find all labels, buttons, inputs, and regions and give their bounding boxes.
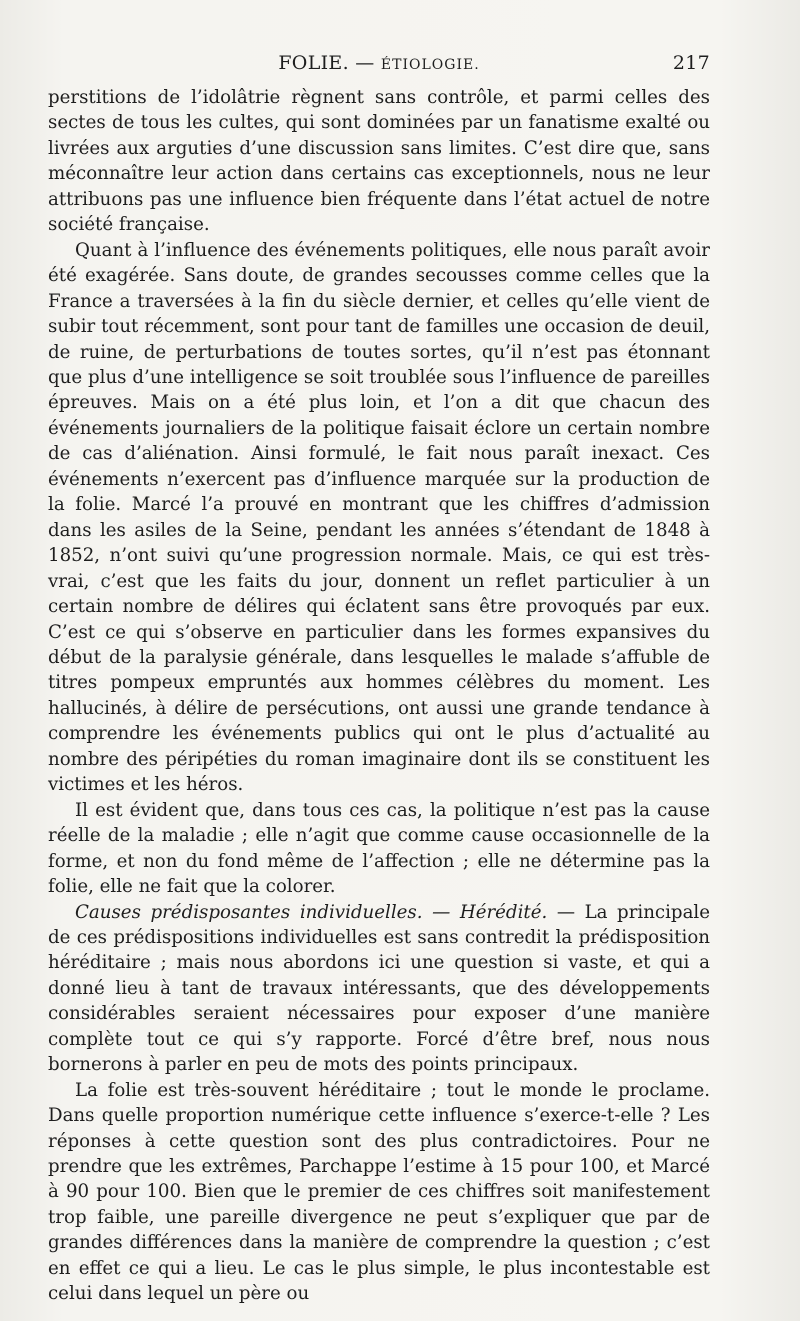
page-number: 217 <box>672 52 710 74</box>
running-header <box>48 52 710 82</box>
paragraph-5: La folie est très-souvent héréditaire ; tout le monde le proclame. Dans quelle proportion numérique cette influence s’exerce-t-elle ? Les réponses à cette question sont des plus contradictoires. Pour ne prendre que les extrêmes, Parchappe l’estime à 15 pour 100, et Marcé à 90 pour 100. Bien que le premier de ces chiffres soit manifestement trop faible, une pareille divergence ne peut s’expliquer que par de grandes différences dans la manière de comprendre la question ; c’est en effet ce qui a lieu. Le cas le plus simple, le plus incontestable est celui dans lequel un père ou <box>48 1079 710 1305</box>
running-title-right: ÉTIOLOGIE. <box>380 57 480 73</box>
paragraph-4 <box>48 900 710 1078</box>
section-heading-heredite: Causes prédisposantes individuelles. — Hérédité. <box>75 901 548 923</box>
running-title <box>48 52 710 74</box>
paragraph-3: Il est évident que, dans tous ces cas, la politique n’est pas la cause réelle de la maladie ; elle n’agit que comme cause occasionnelle de la forme, et non du fond même de l’affection ; elle ne détermine pas la folie, elle ne fait que la colorer. <box>48 799 710 898</box>
running-title-separator: — <box>355 52 375 74</box>
running-title-left: FOLIE. <box>278 52 349 74</box>
paragraph-2: Quant à l’influence des événements politiques, elle nous paraît avoir été exagérée. Sans doute, de grandes secousses comme celles que la France a traversées à la fin du siècle dernier, et celles qu’elle vient de subir tout récemment, sont pour tant de familles une occasion de deuil, de ruine, de perturbations de toutes sortes, qu’il n’est pas étonnant que plus d’une intelligence se soit troublée sous l’influence de pareilles épreuves. Mais on a été plus loin, et l’on a dit que chacun des événements journaliers de la politique faisait éclore un certain nombre de cas d’aliénation. Ainsi formulé, le fait nous paraît inexact. Ces événements n’exercent pas d’influence marquée sur la production de la folie. Marcé l’a prouvé en montrant que les chiffres d’admission dans les asiles de la Seine, pendant les années s’étendant de 1848 à 1852, n’ont suivi qu’une progression normale. Mais, ce qui est très-vrai, c’est que les faits du jour, donnent un reflet particulier à un certain nombre de délires qui éclatent sans être provoqués par eux. C’est ce qui s’observe en particulier dans les formes expansives du début de la paralysie générale, dans lesquelles le malade s’affuble de titres pompeux empruntés aux hommes célèbres du moment. Les hallucinés, à délire de persécutions, ont aussi une grande tendance à comprendre les événements publics qui ont le plus d’actualité au nombre des péripéties du roman imaginaire dont ils se constituent les victimes et les héros. <box>48 239 710 796</box>
paragraph-1: perstitions de l’idolâtrie règnent sans contrôle, et parmi celles des sectes de tous les cultes, qui sont dominées par un fanatisme exalté ou livrées aux arguties d’une discussion sans limites. C’est dire que, sans méconnaître leur action dans certains cas exceptionnels, nous ne leur attribuons pas une influence bien fréquente dans l’état actuel de notre société française. <box>48 87 710 236</box>
body-text <box>48 85 710 1307</box>
paragraph-4-body: — La principale de ces prédispositions individuelles est sans contredit la prédisposition héréditaire ; mais nous abordons ici une question si vaste, et qui a donné lieu à tant de travaux intéressants, que des développements considérables seraient nécessaires pour exposer d’une manière complète tout ce qui s’y rapporte. Forcé d’être bref, nous nous bornerons à parler en peu de mots des points principaux. <box>48 901 710 1076</box>
